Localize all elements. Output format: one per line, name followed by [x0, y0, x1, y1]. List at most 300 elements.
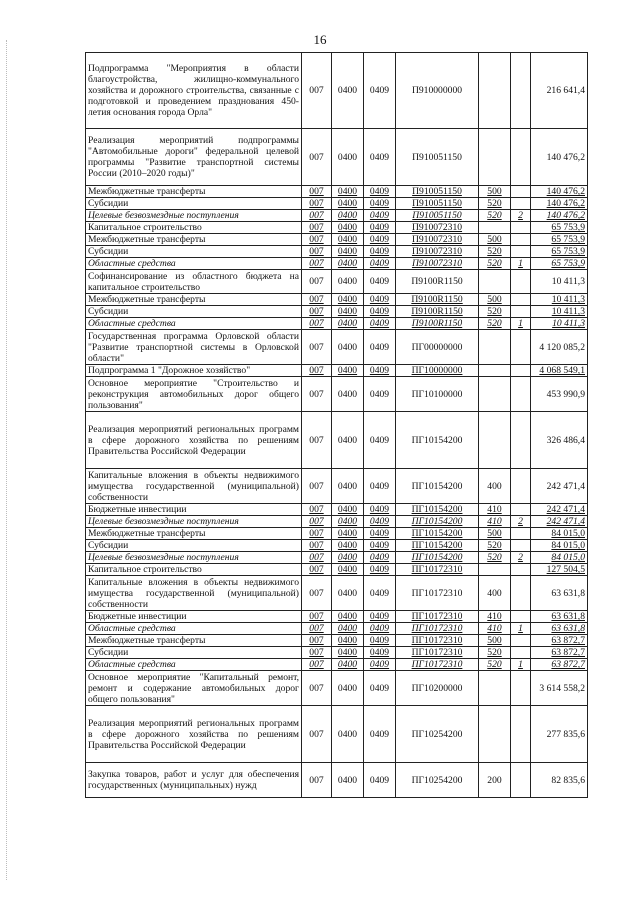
row-subsection-code: 0409 [364, 516, 396, 528]
row-name: Бюджетные инвестиции [86, 504, 302, 516]
row-ministry-code: 007 [302, 564, 332, 576]
row-sum: 82 835,6 [531, 763, 588, 798]
row-section-code: 0400 [332, 576, 364, 611]
row-subsection-code: 0409 [364, 469, 396, 504]
row-expense-type: 520 [479, 210, 511, 222]
row-section-code: 0400 [332, 564, 364, 576]
row-source-code [511, 53, 531, 129]
row-expense-type: 520 [479, 552, 511, 564]
row-sum: 140 476,2 [531, 210, 588, 222]
row-subsection-code: 0409 [364, 222, 396, 234]
row-subsection-code: 0409 [364, 234, 396, 246]
row-target-code: ПГ10254200 [396, 763, 479, 798]
table-row [86, 516, 588, 528]
row-sum: 63 631,8 [531, 611, 588, 623]
row-subsection-code: 0409 [364, 540, 396, 552]
row-sum: 4 068 549,1 [531, 365, 588, 377]
row-ministry-code: 007 [302, 412, 332, 469]
row-subsection-code: 0409 [364, 552, 396, 564]
row-name: Закупка товаров, работ и услуг для обеспечения государственных (муниципальных) нужд [86, 763, 302, 798]
row-source-code [511, 246, 531, 258]
row-source-code [511, 763, 531, 798]
row-subsection-code: 0409 [364, 198, 396, 210]
row-sum: 10 411,3 [531, 318, 588, 330]
row-section-code: 0400 [332, 318, 364, 330]
row-subsection-code: 0409 [364, 671, 396, 706]
row-target-code: ПГ10254200 [396, 706, 479, 763]
row-sum: 453 990,9 [531, 377, 588, 412]
row-subsection-code: 0409 [364, 564, 396, 576]
row-section-code: 0400 [332, 540, 364, 552]
row-subsection-code: 0409 [364, 647, 396, 659]
row-target-code: ПГ10100000 [396, 377, 479, 412]
row-section-code: 0400 [332, 222, 364, 234]
row-ministry-code: 007 [302, 234, 332, 246]
row-ministry-code: 007 [302, 516, 332, 528]
row-section-code: 0400 [332, 234, 364, 246]
row-subsection-code: 0409 [364, 412, 396, 469]
row-section-code: 0400 [332, 671, 364, 706]
row-subsection-code: 0409 [364, 318, 396, 330]
row-target-code: ПГ10154200 [396, 528, 479, 540]
row-expense-type: 200 [479, 763, 511, 798]
row-name: Целевые безвозмездные поступления [86, 210, 302, 222]
row-source-code [511, 186, 531, 198]
row-source-code [511, 222, 531, 234]
row-target-code: П9100R1150 [396, 294, 479, 306]
table-row [86, 246, 588, 258]
row-source-code: 1 [511, 318, 531, 330]
row-section-code: 0400 [332, 528, 364, 540]
row-section-code: 0400 [332, 647, 364, 659]
row-target-code: П910072310 [396, 222, 479, 234]
row-ministry-code: 007 [302, 318, 332, 330]
row-sum: 10 411,3 [531, 306, 588, 318]
row-subsection-code: 0409 [364, 377, 396, 412]
row-source-code [511, 377, 531, 412]
row-section-code: 0400 [332, 763, 364, 798]
row-ministry-code: 007 [302, 330, 332, 365]
row-target-code: ПГ10000000 [396, 365, 479, 377]
table-row [86, 540, 588, 552]
row-target-code: ПГ10154200 [396, 469, 479, 504]
row-source-code [511, 198, 531, 210]
row-name: Бюджетные инвестиции [86, 611, 302, 623]
row-name: Государственная программа Орловской области "Развитие транспортной системы в Орловской области" [86, 330, 302, 365]
row-ministry-code: 007 [302, 294, 332, 306]
row-expense-type [479, 706, 511, 763]
row-source-code [511, 706, 531, 763]
row-expense-type [479, 270, 511, 294]
row-name: Капитальное строительство [86, 222, 302, 234]
row-source-code: 1 [511, 258, 531, 270]
row-ministry-code: 007 [302, 528, 332, 540]
row-source-code [511, 294, 531, 306]
row-section-code: 0400 [332, 516, 364, 528]
row-expense-type: 520 [479, 540, 511, 552]
row-name: Капитальные вложения в объекты недвижимого имущества государственной (муниципальной) собственности [86, 469, 302, 504]
row-expense-type [479, 377, 511, 412]
row-ministry-code: 007 [302, 647, 332, 659]
table-row [86, 611, 588, 623]
row-expense-type: 500 [479, 294, 511, 306]
row-section-code: 0400 [332, 469, 364, 504]
row-ministry-code: 007 [302, 763, 332, 798]
page-number: 16 [313, 32, 327, 47]
row-section-code: 0400 [332, 706, 364, 763]
row-expense-type: 520 [479, 258, 511, 270]
row-name: Межбюджетные трансферты [86, 186, 302, 198]
row-source-code [511, 528, 531, 540]
row-expense-type: 410 [479, 516, 511, 528]
row-name: Субсидии [86, 647, 302, 659]
row-subsection-code: 0409 [364, 210, 396, 222]
row-expense-type: 520 [479, 306, 511, 318]
row-target-code: ПГ10172310 [396, 623, 479, 635]
row-name: Областные средства [86, 623, 302, 635]
row-target-code: ПГ10154200 [396, 540, 479, 552]
row-expense-type [479, 671, 511, 706]
row-name: Областные средства [86, 318, 302, 330]
row-expense-type: 400 [479, 469, 511, 504]
row-sum: 140 476,2 [531, 186, 588, 198]
row-ministry-code: 007 [302, 576, 332, 611]
table-row [86, 412, 588, 469]
row-sum: 65 753,9 [531, 246, 588, 258]
row-sum: 140 476,2 [531, 129, 588, 186]
table-row [86, 659, 588, 671]
row-sum: 84 015,0 [531, 528, 588, 540]
row-ministry-code: 007 [302, 611, 332, 623]
row-target-code: ПГ10172310 [396, 659, 479, 671]
row-subsection-code: 0409 [364, 659, 396, 671]
row-sum: 63 872,7 [531, 659, 588, 671]
row-name: Межбюджетные трансферты [86, 294, 302, 306]
row-target-code: ПГ10154200 [396, 504, 479, 516]
row-sum: 242 471,4 [531, 516, 588, 528]
table-row [86, 576, 588, 611]
row-subsection-code: 0409 [364, 306, 396, 318]
row-source-code: 1 [511, 659, 531, 671]
row-sum: 65 753,9 [531, 222, 588, 234]
row-subsection-code: 0409 [364, 270, 396, 294]
row-section-code: 0400 [332, 270, 364, 294]
row-name: Областные средства [86, 258, 302, 270]
row-source-code [511, 540, 531, 552]
row-subsection-code: 0409 [364, 129, 396, 186]
row-source-code: 1 [511, 623, 531, 635]
row-source-code [511, 576, 531, 611]
row-target-code: ПГ10200000 [396, 671, 479, 706]
row-name: Подпрограмма 1 "Дорожное хозяйство" [86, 365, 302, 377]
row-ministry-code: 007 [302, 246, 332, 258]
row-name: Межбюджетные трансферты [86, 234, 302, 246]
table-row [86, 53, 588, 129]
row-source-code [511, 306, 531, 318]
table-row [86, 504, 588, 516]
table-row [86, 552, 588, 564]
table-row [86, 671, 588, 706]
row-source-code [511, 671, 531, 706]
row-ministry-code: 007 [302, 210, 332, 222]
row-target-code: ПГ10172310 [396, 635, 479, 647]
row-expense-type [479, 222, 511, 234]
row-source-code [511, 365, 531, 377]
row-target-code: П910051150 [396, 129, 479, 186]
row-sum: 10 411,3 [531, 294, 588, 306]
row-sum: 63 872,7 [531, 647, 588, 659]
row-target-code: П910072310 [396, 246, 479, 258]
row-ministry-code: 007 [302, 635, 332, 647]
row-target-code: П910000000 [396, 53, 479, 129]
row-subsection-code: 0409 [364, 635, 396, 647]
row-ministry-code: 007 [302, 186, 332, 198]
row-name: Реализация мероприятий подпрограммы "Автомобильные дороги" федеральной целевой программы "Развитие транспортной системы России (2010–2020 годы)" [86, 129, 302, 186]
row-source-code [511, 330, 531, 365]
row-expense-type: 520 [479, 647, 511, 659]
row-sum: 277 835,6 [531, 706, 588, 763]
row-ministry-code: 007 [302, 53, 332, 129]
row-section-code: 0400 [332, 635, 364, 647]
row-source-code [511, 412, 531, 469]
row-section-code: 0400 [332, 294, 364, 306]
row-name: Подпрограмма "Мероприятия в области благоустройства, жилищно-коммунального хозяйства и дорожного строительства, связанные с подготовкой и проведением празднования 450-летия основания города Орла" [86, 53, 302, 129]
row-ministry-code: 007 [302, 469, 332, 504]
row-section-code: 0400 [332, 258, 364, 270]
table-row [86, 318, 588, 330]
row-ministry-code: 007 [302, 198, 332, 210]
row-ministry-code: 007 [302, 706, 332, 763]
row-section-code: 0400 [332, 611, 364, 623]
row-target-code: П9100R1150 [396, 306, 479, 318]
row-expense-type [479, 129, 511, 186]
row-name: Реализация мероприятий региональных программ в сфере дорожного хозяйства по решениям Правительства Российской Федерации [86, 412, 302, 469]
row-subsection-code: 0409 [364, 504, 396, 516]
row-sum: 216 641,4 [531, 53, 588, 129]
row-target-code: П910051150 [396, 210, 479, 222]
row-subsection-code: 0409 [364, 706, 396, 763]
row-section-code: 0400 [332, 623, 364, 635]
row-ministry-code: 007 [302, 258, 332, 270]
row-name: Целевые безвозмездные поступления [86, 552, 302, 564]
row-subsection-code: 0409 [364, 528, 396, 540]
row-target-code: ПГ00000000 [396, 330, 479, 365]
row-sum: 63 631,8 [531, 623, 588, 635]
row-section-code: 0400 [332, 186, 364, 198]
table-row [86, 763, 588, 798]
row-section-code: 0400 [332, 659, 364, 671]
row-name: Софинансирование из областного бюджета на капитальное строительство [86, 270, 302, 294]
table-row [86, 210, 588, 222]
row-sum: 65 753,9 [531, 258, 588, 270]
row-subsection-code: 0409 [364, 365, 396, 377]
row-subsection-code: 0409 [364, 623, 396, 635]
row-section-code: 0400 [332, 330, 364, 365]
row-source-code [511, 234, 531, 246]
row-name: Субсидии [86, 246, 302, 258]
row-ministry-code: 007 [302, 671, 332, 706]
row-ministry-code: 007 [302, 365, 332, 377]
row-section-code: 0400 [332, 377, 364, 412]
row-source-code: 2 [511, 552, 531, 564]
table-row [86, 294, 588, 306]
row-expense-type: 520 [479, 198, 511, 210]
row-target-code: П910072310 [396, 258, 479, 270]
row-subsection-code: 0409 [364, 53, 396, 129]
row-target-code: ПГ10154200 [396, 516, 479, 528]
row-source-code [511, 129, 531, 186]
row-expense-type [479, 564, 511, 576]
row-target-code: П910051150 [396, 186, 479, 198]
row-expense-type [479, 365, 511, 377]
row-subsection-code: 0409 [364, 611, 396, 623]
row-source-code [511, 635, 531, 647]
row-section-code: 0400 [332, 552, 364, 564]
row-section-code: 0400 [332, 365, 364, 377]
table-row [86, 129, 588, 186]
table-row [86, 706, 588, 763]
row-expense-type: 500 [479, 186, 511, 198]
row-section-code: 0400 [332, 198, 364, 210]
row-ministry-code: 007 [302, 129, 332, 186]
row-name: Межбюджетные трансферты [86, 635, 302, 647]
row-source-code: 2 [511, 516, 531, 528]
row-sum: 127 504,5 [531, 564, 588, 576]
row-target-code: ПГ10172310 [396, 647, 479, 659]
row-source-code [511, 504, 531, 516]
row-sum: 3 614 558,2 [531, 671, 588, 706]
row-name: Основное мероприятие "Строительство и реконструкция автомобильных дорог общего пользования" [86, 377, 302, 412]
row-ministry-code: 007 [302, 659, 332, 671]
row-target-code: ПГ10172310 [396, 576, 479, 611]
row-expense-type [479, 412, 511, 469]
row-ministry-code: 007 [302, 540, 332, 552]
row-ministry-code: 007 [302, 377, 332, 412]
table-row [86, 234, 588, 246]
row-subsection-code: 0409 [364, 330, 396, 365]
margin-rule [6, 40, 7, 880]
row-subsection-code: 0409 [364, 576, 396, 611]
table-row [86, 623, 588, 635]
row-expense-type: 410 [479, 611, 511, 623]
row-name: Межбюджетные трансферты [86, 528, 302, 540]
row-sum: 84 015,0 [531, 540, 588, 552]
row-expense-type: 500 [479, 528, 511, 540]
table-row [86, 365, 588, 377]
row-expense-type: 400 [479, 576, 511, 611]
row-section-code: 0400 [332, 53, 364, 129]
row-section-code: 0400 [332, 306, 364, 318]
row-section-code: 0400 [332, 210, 364, 222]
row-name: Областные средства [86, 659, 302, 671]
table-row [86, 528, 588, 540]
row-section-code: 0400 [332, 129, 364, 186]
table-row [86, 469, 588, 504]
row-expense-type: 520 [479, 659, 511, 671]
budget-table [85, 52, 588, 798]
row-name: Субсидии [86, 540, 302, 552]
table-row [86, 647, 588, 659]
row-expense-type [479, 330, 511, 365]
table-row [86, 306, 588, 318]
row-subsection-code: 0409 [364, 258, 396, 270]
table-row [86, 198, 588, 210]
row-expense-type: 520 [479, 246, 511, 258]
row-sum: 326 486,4 [531, 412, 588, 469]
row-target-code: П9100R1150 [396, 270, 479, 294]
table-row [86, 564, 588, 576]
row-name: Субсидии [86, 198, 302, 210]
row-ministry-code: 007 [302, 623, 332, 635]
table-row [86, 222, 588, 234]
row-sum: 65 753,9 [531, 234, 588, 246]
row-target-code: ПГ10172310 [396, 611, 479, 623]
row-section-code: 0400 [332, 412, 364, 469]
row-ministry-code: 007 [302, 270, 332, 294]
table-row [86, 377, 588, 412]
row-sum: 10 411,3 [531, 270, 588, 294]
row-sum: 63 872,7 [531, 635, 588, 647]
row-target-code: П910072310 [396, 234, 479, 246]
row-source-code [511, 564, 531, 576]
row-expense-type: 520 [479, 318, 511, 330]
row-source-code [511, 647, 531, 659]
row-target-code: П9100R1150 [396, 318, 479, 330]
row-name: Капитальное строительство [86, 564, 302, 576]
row-ministry-code: 007 [302, 222, 332, 234]
table-row [86, 186, 588, 198]
row-subsection-code: 0409 [364, 763, 396, 798]
table-row [86, 330, 588, 365]
row-section-code: 0400 [332, 504, 364, 516]
row-source-code [511, 469, 531, 504]
row-name: Основное мероприятие "Капитальный ремонт, ремонт и содержание автомобильных дорог общего пользования" [86, 671, 302, 706]
row-target-code: ПГ10154200 [396, 552, 479, 564]
row-sum: 4 120 085,2 [531, 330, 588, 365]
row-source-code [511, 270, 531, 294]
row-section-code: 0400 [332, 246, 364, 258]
row-ministry-code: 007 [302, 552, 332, 564]
row-expense-type: 410 [479, 504, 511, 516]
row-expense-type: 500 [479, 234, 511, 246]
row-subsection-code: 0409 [364, 186, 396, 198]
row-sum: 63 631,8 [531, 576, 588, 611]
row-name: Реализация мероприятий региональных программ в сфере дорожного хозяйства по решениям Правительства Российской Федерации [86, 706, 302, 763]
row-name: Субсидии [86, 306, 302, 318]
row-name: Капитальные вложения в объекты недвижимого имущества государственной (муниципальной) собственности [86, 576, 302, 611]
row-target-code: ПГ10172310 [396, 564, 479, 576]
table-row [86, 635, 588, 647]
row-target-code: ПГ10154200 [396, 412, 479, 469]
row-ministry-code: 007 [302, 504, 332, 516]
table-row [86, 270, 588, 294]
row-source-code: 2 [511, 210, 531, 222]
row-source-code [511, 611, 531, 623]
table-row [86, 258, 588, 270]
row-sum: 84 015,0 [531, 552, 588, 564]
row-ministry-code: 007 [302, 306, 332, 318]
row-expense-type: 410 [479, 623, 511, 635]
row-sum: 242 471,4 [531, 504, 588, 516]
row-subsection-code: 0409 [364, 294, 396, 306]
row-sum: 140 476,2 [531, 198, 588, 210]
row-sum: 242 471,4 [531, 469, 588, 504]
row-expense-type [479, 53, 511, 129]
row-subsection-code: 0409 [364, 246, 396, 258]
row-expense-type: 500 [479, 635, 511, 647]
row-target-code: П910051150 [396, 198, 479, 210]
row-name: Целевые безвозмездные поступления [86, 516, 302, 528]
